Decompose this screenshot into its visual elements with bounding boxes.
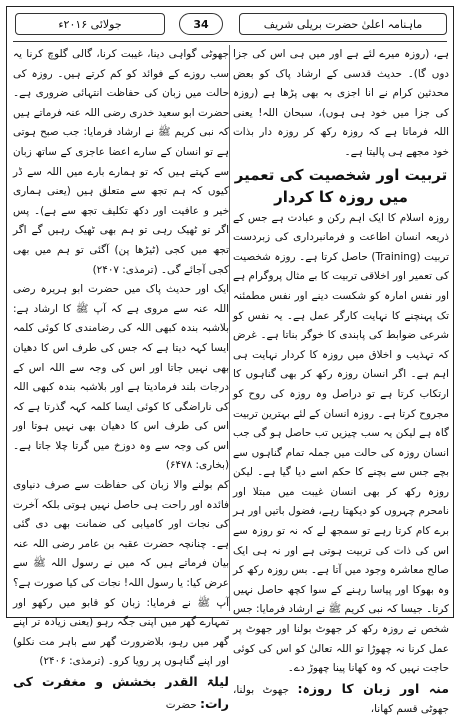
right-intro-paragraph: ہے، (روزہ میرے لئے ہے اور میں ہی اس کی جزا دوں گا)۔ حدیث قدسی کے ارشاد پاک کو بعض محدثین کرام نے انا اجزی بہ بھی پڑھا ہے (روزہ کی جزا میں خود ہی ہوں)، سبحان اللہ! یعنی اللہ فرماتا ہے کہ روزہ رکھ کر روزہ دار بذات خود مجھے ہی پالیتا ہے۔ <box>233 48 449 158</box>
left-column <box>13 45 229 711</box>
page-frame <box>6 6 454 716</box>
header-rule <box>13 41 447 42</box>
section-heading-training: تربیت اور شخصیت کی تعمیر میں روزہ کا کردار <box>234 165 448 206</box>
right-column <box>233 45 449 716</box>
page-number: 34 <box>179 13 223 35</box>
right-body-paragraph: روزہ اسلام کا ایک اہم رکن و عبادت ہے جس کے ذریعہ انسان اطاعت و فرمانبرداری کی زبردست تربیت (Training) حاصل کرتا ہے۔ روزہ شخصیت کی تعمیر اور اخلاقی تربیت کا بے مثال پروگرام ہے اور نفس امارہ کو شکست دینے اور نفس مطمئنہ تک پہنچنے کا نہایت کارگر عمل ہے۔ یہ نفس کو شرعی ضوابط کی پابندی کا خوگر بناتا ہے۔ غرض کہ تہذیب و اخلاق میں روزہ کا کردار نہایت ہی اہم ہے۔ اگر انسان روزہ رکھ کر بھی گناہوں کا ارتکاب کرتا ہے تو دراصل وہ روزہ کی روح کو مجروح کرتا ہے۔ روزہ انسان کے لئے بہترین تربیت گاہ ہے لیکن یہ سب چیزیں تب حاصل ہو گی جب انسان روزہ کی حالت میں جملہ تمام گناہوں سے بچے جس سے بچنے کا حکم اسے دیا گیا ہے۔ لیکن روزہ رکھ کر بھی انسان غیبت میں مبتلا اور نامحرم چہروں کو دیکھتا رہے، فضول باتیں اور ہر برے کام کرتا رہے تو سمجھ لے کہ نہ تو روزہ سے اس کی ذات کی تربیت ہوتی ہے اور نہ ہی ایک صالح معاشرہ وجود میں آتا ہے۔ بس روزہ رکھ کر وہ بھوکا اور پیاسا رہنے کے سوا کچھ حاصل نہیں کرتا۔ جیسا کہ نبی کریم ﷺ نے ارشاد فرمایا: جس شخص نے روزہ رکھ کر جھوٹ بولنا اور جھوٹ پر عمل کرنا نہ چھوڑا تو اللہ تعالیٰ کو اس کی کوئی حاجت نہیں کہ وہ کھانا پینا چھوڑ دے۔ <box>233 211 449 675</box>
left-paragraph-1: جھوٹی گواہی دینا، غیبت کرنا، گالی گلوچ کرنا یہ سب روزے کے فوائد کو کم کرتے ہیں۔ روزہ کی حالت میں زبان کی حفاظت انتہائی ضروری ہے۔ حضرت ابو سعید خدری رضی اللہ عنہ فرماتے ہیں کہ نبی کریم ﷺ نے ارشاد فرمایا: جب صبح ہوتی ہے تو انسان کے سارے اعضا عاجزی کے ساتھ زبان سے کہتے ہیں کہ تو ہمارے بارے میں اللہ سے ڈر کیوں کہ ہم تجھ سے متعلق ہیں (یعنی ہماری خیر و عافیت اور دکھ تکلیف تجھ سے ہے)۔ پس اگر تو ٹھیک رہی تو ہم بھی ٹھیک رہیں گے اگر تجھ میں کجی (ٹیڑھا پن) آگئی تو ہم میں بھی کجی آجائے گی۔ (ترمذی: ۲۴۰۷) <box>13 48 229 276</box>
page-header <box>7 7 453 43</box>
heading-tail-text: حضرت <box>165 698 197 711</box>
subheading-mouth-tongue-fast: منہ اور زبان کا روزہ: <box>297 680 449 696</box>
issue-date: جولائی ۲۰۱۶ء <box>15 13 165 35</box>
left-paragraph-3: کم بولنے والا زبان کی حفاظت سے صرف دنیاوی فائدہ اور راحت ہی حاصل نہیں ہوتی بلکہ آخرت کی نجات اور کامیابی کی ضمانت بھی دی گئی ہے۔ چنانچہ حضرت عقبہ بن عامر رضی اللہ عنہ بیان فرماتے ہیں کہ میں نے رسول اللہ ﷺ سے عرض کیا: یا رسول اللہ! نجات کی کیا صورت ہے؟ آپ ﷺ نے فرمایا: زبان کو قابو میں رکھو اور تمہارے گھر میں اپنی جگہ رہو (یعنی زیادہ تر اپنے گھر میں رہو، بلاضرورت گھر سے باہر مت نکلو) اور اپنے گناہوں پر رویا کرو۔ (ترمذی: ۲۴۰۶) <box>13 479 229 668</box>
column-divider <box>229 45 230 611</box>
left-paragraph-2: ایک اور حدیث پاک میں حضرت ابو ہریرہ رضی اللہ عنہ سے مروی ہے کہ آپ ﷺ کا ارشاد ہے: بلاشبہ بندہ کبھی اللہ کی رضامندی کا کوئی کلمہ ایسا کہہ دیتا ہے کہ جس کی طرف اس کا دھیان بھی نہیں جاتا اور اس کی وجہ سے اللہ اس کے درجات بلند فرمادیتا ہے اور بلاشبہ بندہ کبھی اللہ کی ناراضگی کا کوئی ایسا کلمہ کہہ گذرتا ہے کہ اس کی طرف اس کا دھیان بھی نہیں ہوتا اور اس کی وجہ سے وہ دوزخ میں گرتا چلا جاتا ہے۔ (بخاری: ۶۴۷۸) <box>13 283 229 472</box>
section-heading-laylatul-qadr: لیلۃ القدر بخشش و مغفرت کی رات: <box>13 674 229 711</box>
right-subheading-line <box>233 679 449 720</box>
magazine-title: ماہنامہ اعلیٰ حضرت بریلی شریف <box>239 13 447 35</box>
left-heading-line <box>13 672 229 715</box>
subheading-tail-text: جھوٹ بولنا، جھوٹی قسم کھانا، <box>233 683 449 716</box>
